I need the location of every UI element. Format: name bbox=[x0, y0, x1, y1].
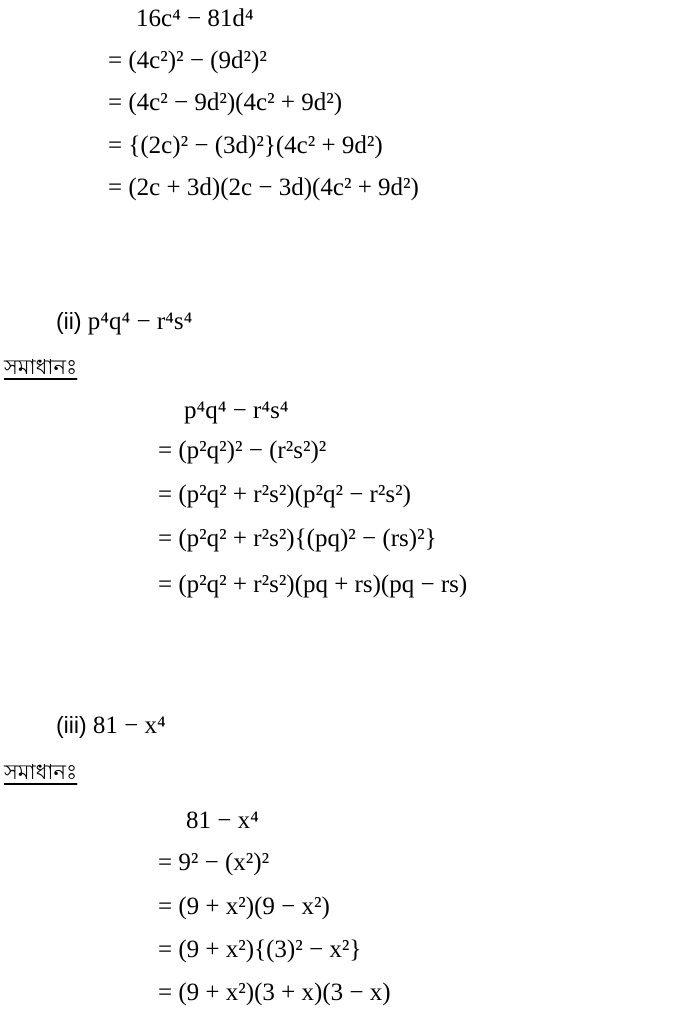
part-i-step-4: = (2c + 3d)(2c − 3d)(4c² + 9d²) bbox=[108, 174, 419, 201]
part-iii-step-4: = (9 + x²)(3 + x)(3 − x) bbox=[158, 979, 391, 1006]
part-i-step-3: = {(2c)² − (3d)²}(4c² + 9d²) bbox=[108, 132, 383, 159]
part-iii-step-0: 81 − x⁴ bbox=[186, 807, 259, 834]
part-iii-label: (iii) bbox=[56, 712, 87, 738]
part-ii-label: (ii) bbox=[56, 308, 82, 334]
part-iii-solution-heading: সমাধানঃ bbox=[4, 760, 78, 784]
part-ii-problem bbox=[56, 306, 192, 337]
part-i-step-1: = (4c²)² − (9d²)² bbox=[108, 47, 267, 74]
part-i-step-2: = (4c² − 9d²)(4c² + 9d²) bbox=[108, 89, 343, 116]
part-iii-expression: 81 − x⁴ bbox=[92, 712, 166, 739]
part-ii-step-1: = (p²q²)² − (r²s²)² bbox=[158, 437, 327, 464]
part-ii-solution-heading: সমাধানঃ bbox=[4, 355, 78, 379]
part-iii-step-3: = (9 + x²){(3)² − x²} bbox=[158, 936, 362, 963]
part-ii-step-0: p⁴q⁴ − r⁴s⁴ bbox=[184, 397, 289, 424]
part-iii-problem bbox=[56, 710, 166, 741]
part-iii-step-2: = (9 + x²)(9 − x²) bbox=[158, 893, 330, 920]
part-ii-expression: p⁴q⁴ − r⁴s⁴ bbox=[87, 308, 193, 335]
part-iii-step-1: = 9² − (x²)² bbox=[158, 849, 270, 876]
part-i-step-0: 16c⁴ − 81d⁴ bbox=[136, 5, 254, 32]
part-ii-step-2: = (p²q² + r²s²)(p²q² − r²s²) bbox=[158, 481, 411, 508]
part-ii-step-4: = (p²q² + r²s²)(pq + rs)(pq − rs) bbox=[158, 571, 468, 598]
part-ii-step-3: = (p²q² + r²s²){(pq)² − (rs)²} bbox=[158, 525, 437, 552]
